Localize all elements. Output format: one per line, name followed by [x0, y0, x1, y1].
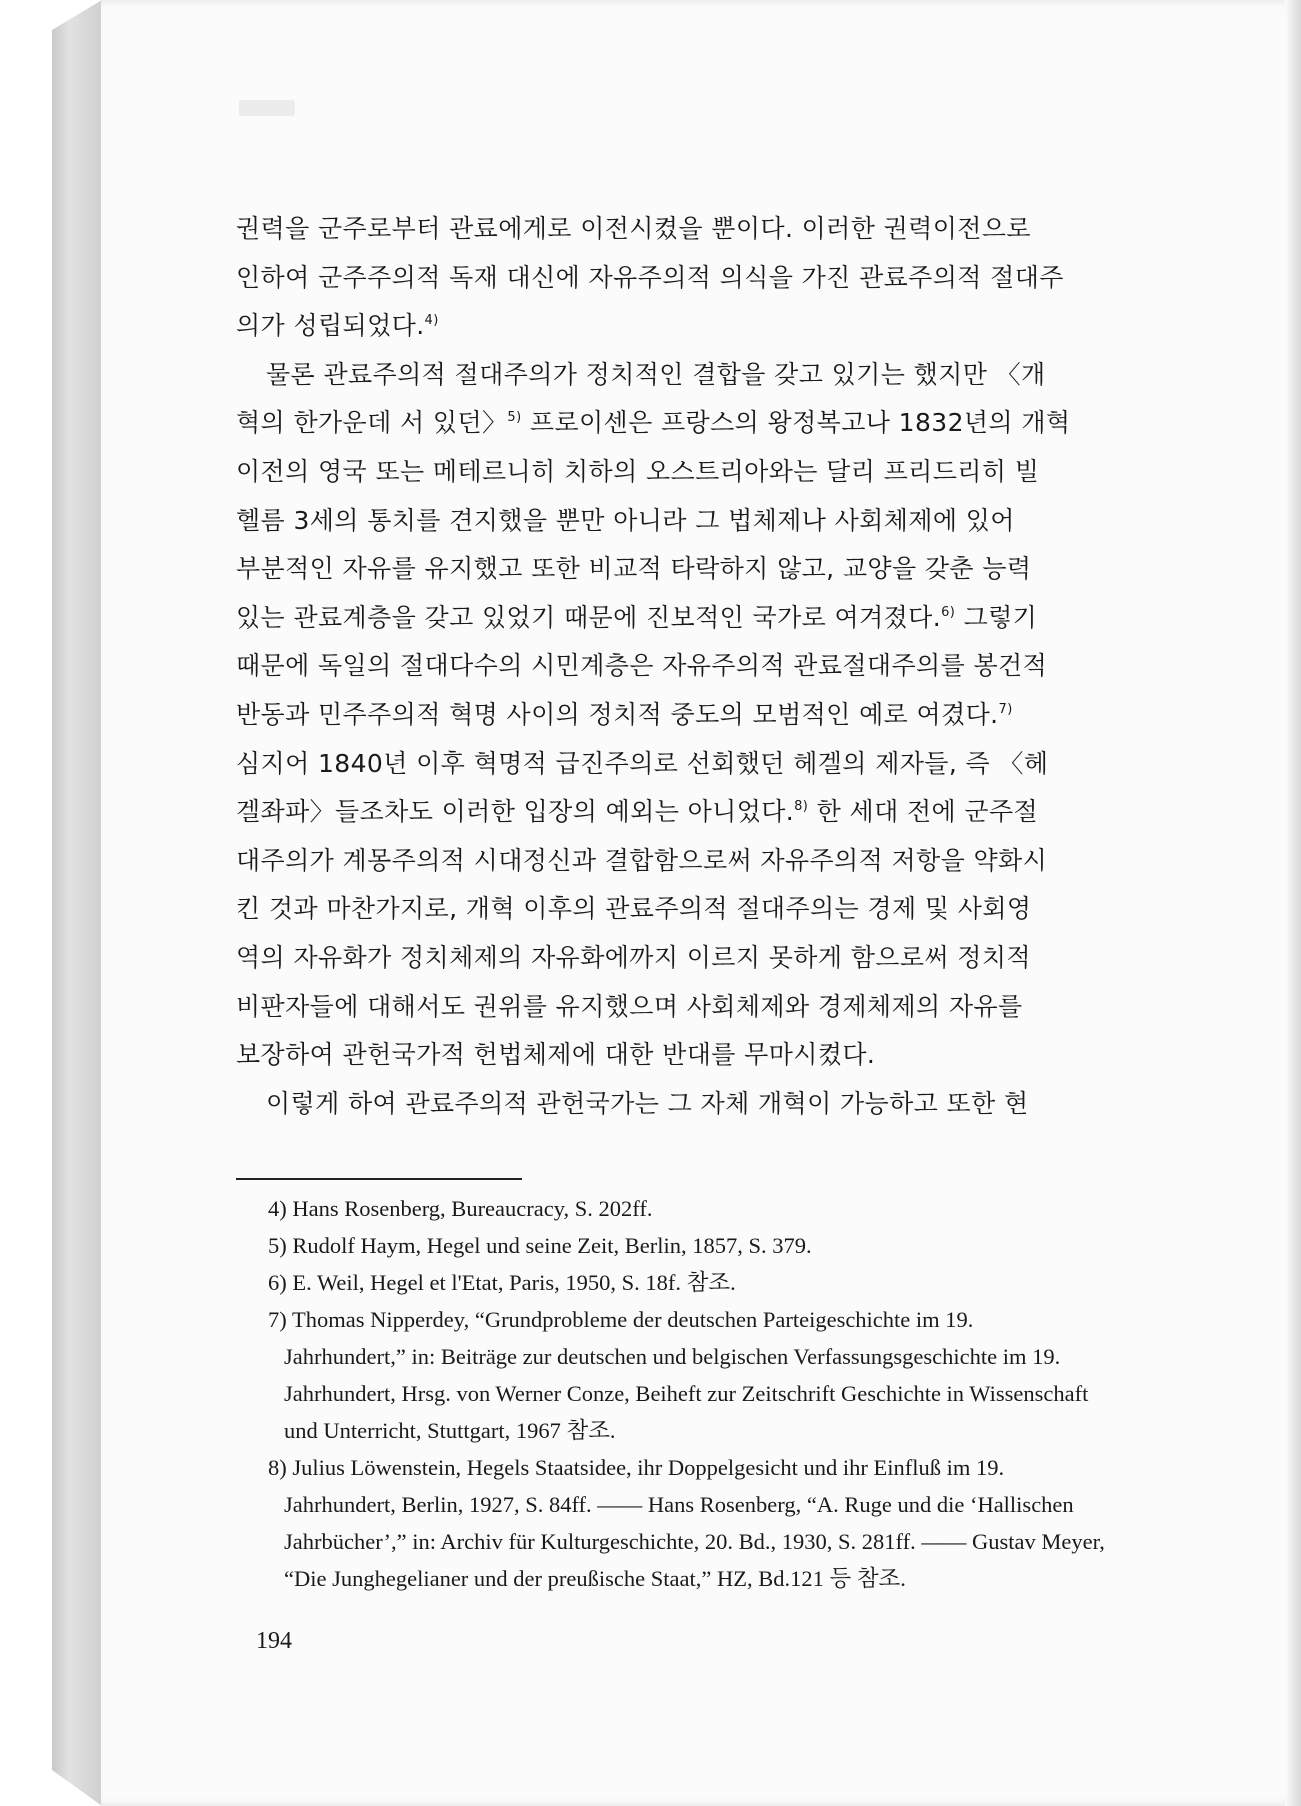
footnote-5: 5) Rudolf Haym, Hegel und seine Zeit, Berlin, 1857, S. 379.	[268, 1233, 812, 1258]
body-line-text: 반동과 민주주의적 혁명 사이의 정치적 중도의 모범적인 예로 여겼다.	[236, 699, 999, 729]
footnote-ref: 5)	[507, 410, 522, 426]
footnote-7-cont: Jahrhundert,” in: Beiträge zur deutschen und belgischen Verfassungsgeschichte im 19.	[284, 1344, 1061, 1369]
footnote-8: 8) Julius Löwenstein, Hegels Staatsidee, ihr Doppelgesicht und ihr Einfluß im 19.	[268, 1455, 1005, 1480]
body-line: 심지어 1840년 이후 혁명적 급진주의로 선회했던 헤겔의 제자들, 즉 〈헤	[236, 748, 1049, 778]
body-line	[236, 594, 1128, 643]
body-line	[236, 788, 1128, 837]
footnote-ref: 7)	[998, 701, 1013, 717]
footnote-separator	[236, 1178, 522, 1180]
body-line: 이전의 영국 또는 메테르니히 치하의 오스트리아와는 달리 프리드리히 빌	[236, 456, 1040, 486]
body-line-text: 한 세대 전에 군주절	[808, 797, 1039, 827]
body-line: 때문에 독일의 절대다수의 시민계층은 자유주의적 관료절대주의를 봉건적	[236, 651, 1048, 681]
footnotes	[268, 1190, 1128, 1597]
body-line-text: 혁의 한가운데 서 있던〉	[236, 408, 508, 438]
footnote-8-cont: “Die Junghegelianer und der preußische Staat,” HZ, Bd.121 등 참조.	[284, 1566, 906, 1591]
footnote-ref: 4)	[424, 313, 439, 329]
page-number: 194	[256, 1628, 292, 1654]
faded-running-header	[239, 100, 295, 116]
body-line	[236, 399, 1128, 448]
body-line: 권력을 군주로부터 관료에게로 이전시켰을 뿐이다. 이러한 권력이전으로	[236, 214, 1031, 243]
body-line: 역의 자유화가 정치체제의 자유화에까지 이르지 못하게 함으로써 정치적	[236, 942, 1031, 972]
body-line-text: 있는 관료계층을 갖고 있었기 때문에 진보적인 국가로 여겨졌다.	[236, 602, 942, 632]
body-line-text: 겔좌파〉들조차도 이러한 입장의 예외는 아니었다.	[236, 797, 795, 827]
footnote-8-cont: Jahrbücher’,” in: Archiv für Kulturgeschichte, 20. Bd., 1930, S. 281ff. —— Gustav Meyer,	[284, 1529, 1105, 1554]
body-text	[236, 205, 1128, 1128]
footnote-6: 6) E. Weil, Hegel et l'Etat, Paris, 1950, S. 18f. 참조.	[268, 1270, 736, 1295]
body-line: 비판자들에 대해서도 권위를 유지했으며 사회체제와 경제체제의 자유를	[236, 991, 1023, 1021]
footnote-4: 4) Hans Rosenberg, Bureaucracy, S. 202ff.	[268, 1196, 653, 1221]
body-line	[236, 302, 1128, 351]
footnote-7-cont: Jahrhundert, Hrsg. von Werner Conze, Beiheft zur Zeitschrift Geschichte in Wissenschaft	[284, 1381, 1089, 1406]
body-line-text: 그렇기	[955, 602, 1038, 632]
body-line: 킨 것과 마찬가지로, 개혁 이후의 관료주의적 절대주의는 경제 및 사회영	[236, 894, 1032, 924]
footnote-7-cont: und Unterricht, Stuttgart, 1967 참조.	[284, 1418, 616, 1443]
footnote-7: 7) Thomas Nipperdey, “Grundprobleme der deutschen Parteigeschichte im 19.	[268, 1307, 974, 1332]
body-line-text: 프로이센은 프랑스의 왕정복고나 1832년의 개혁	[521, 408, 1071, 438]
body-line: 보장하여 관헌국가적 헌법체제에 대한 반대를 무마시켰다.	[236, 1040, 876, 1070]
footnote-ref: 6)	[941, 604, 956, 620]
book-spine	[52, 0, 102, 1806]
body-line-text: 의가 성립되었다.	[236, 311, 425, 341]
paragraph-start-line: 이렇게 하여 관료주의적 관헌국가는 그 자체 개혁이 가능하고 또한 현	[266, 1088, 1029, 1118]
paragraph-start-line: 물론 관료주의적 절대주의가 정치적인 결합을 갖고 있기는 했지만 〈개	[266, 359, 1046, 389]
footnote-ref: 8)	[794, 799, 809, 815]
footnote-8-cont: Jahrhundert, Berlin, 1927, S. 84ff. —— Hans Rosenberg, “A. Ruge und die ‘Hallischen	[284, 1492, 1074, 1517]
page-edge	[1285, 0, 1301, 1806]
body-line: 부분적인 자유를 유지했고 또한 비교적 타락하지 않고, 교양을 갖춘 능력	[236, 554, 1032, 584]
body-line: 헬름 3세의 통치를 견지했을 뿐만 아니라 그 법체제나 사회체제에 있어	[236, 505, 1015, 535]
body-line: 인하여 군주주의적 독재 대신에 자유주의적 의식을 가진 관료주의적 절대주	[236, 262, 1064, 292]
body-line	[236, 691, 1128, 740]
body-line: 대주의가 계몽주의적 시대정신과 결합함으로써 자유주의적 저항을 약화시	[236, 845, 1048, 875]
